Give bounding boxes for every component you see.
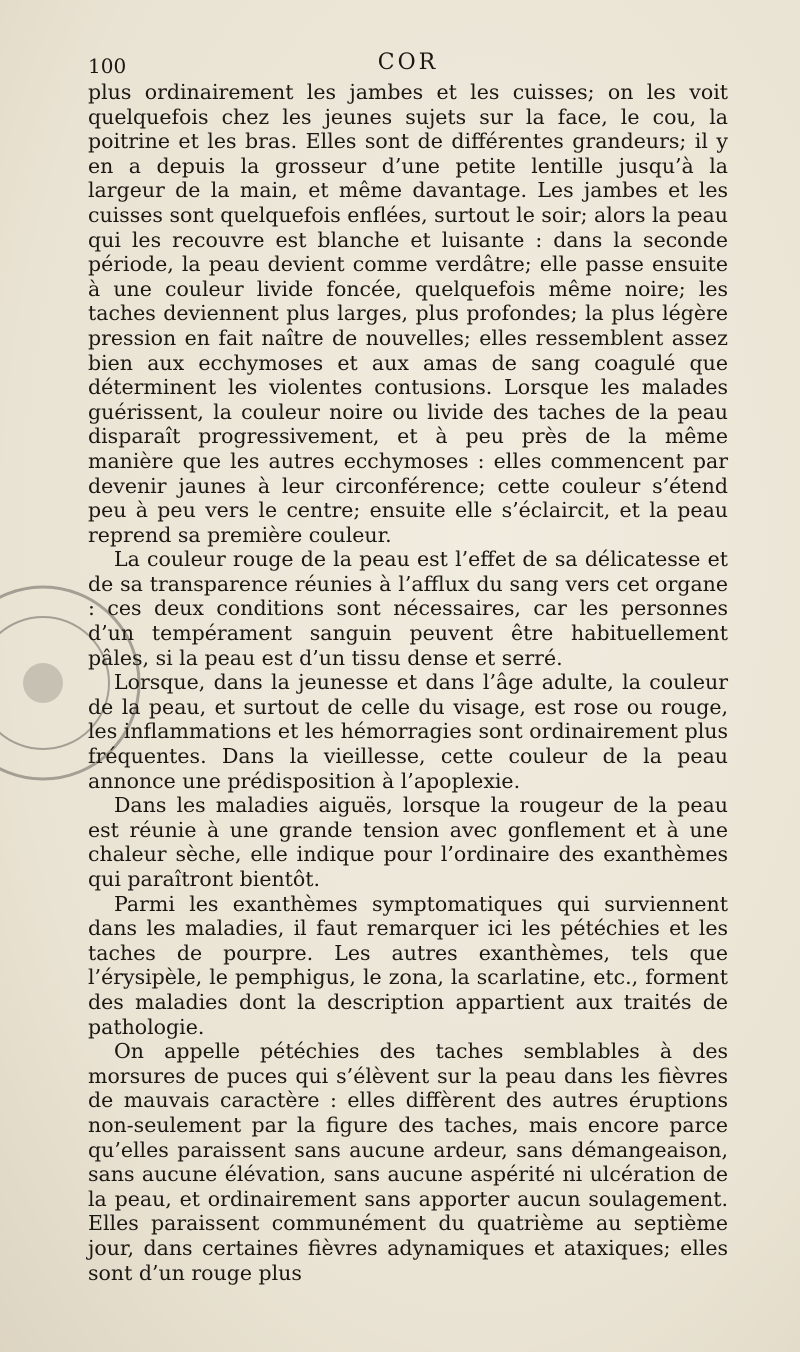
running-head: COR xyxy=(377,50,439,75)
paragraph-1: plus ordinairement les jambes et les cuisses; on les voit quelquefois chez les jeunes sujets sur la face, le cou, la poitrine et les bras. Elles sont de différentes grandeurs; il y en a depuis la grosseur d’une petite lentille jusqu’à la largeur de la main, et même davantage. Les jambes et les cuisses sont quelquefois enflées, surtout le soir; alors la peau qui les recouvre est blanche et luisante : dans la seconde période, la peau devient comme verdâtre; elle passe ensuite à une couleur livide foncée, quelquefois même noire; les taches deviennent plus larges, plus profondes; la plus légère pression en fait naître de nouvelles; elles ressemblent assez bien aux ecchymoses et aux amas de sang coagulé que déterminent les violentes contusions. Lorsque les malades guérissent, la couleur noire ou livide des taches de la peau disparaît progressivement, et à peu près de la même manière que les autres ecchymoses : elles commencent par devenir jaunes à leur circonférence; cette couleur s’étend peu à peu vers le centre; ensuite elle s’éclaircit, et la peau reprend sa première couleur. xyxy=(88,80,728,547)
paragraph-6: On appelle pétéchies des taches semblables à des morsures de puces qui s’élèvent sur la peau dans les fièvres de mauvais caractère : elles diffèrent des autres éruptions non-seulement par la figure des taches, mais encore parce qu’elles paraissent sans aucune ardeur, sans démangeaison, sans aucune élévation, sans aucune aspérité ni ulcération de la peau, et ordinairement sans apporter aucun soulagement. Elles paraissent communément du quatrième au septième jour, dans certaines fièvres adynamiques et ataxiques; elles sont d’un rouge plus xyxy=(88,1039,728,1285)
paragraph-2: La couleur rouge de la peau est l’effet de sa délicatesse et de sa transparence réunies à l’afflux du sang vers cet organe : ces deux conditions sont nécessaires, car les personnes d’un tempérament sanguin peuvent être habituellement pâles, si la peau est d’un tissu dense et serré. xyxy=(88,547,728,670)
page-header xyxy=(88,50,728,80)
page-number: 100 xyxy=(88,54,127,78)
paragraph-5: Parmi les exanthèmes symptomatiques qui surviennent dans les maladies, il faut remarquer ici les pétéchies et les taches de pourpre. Les autres exanthèmes, tels que l’érysipèle, le pemphigus, le zona, la scarlatine, etc., forment des maladies dont la description appartient aux traités de pathologie. xyxy=(88,891,728,1039)
paragraph-3: Lorsque, dans la jeunesse et dans l’âge adulte, la couleur de la peau, et surtout de celle du visage, est rose ou rouge, les inflammations et les hémorragies sont ordinairement plus fréquentes. Dans la vieillesse, cette couleur de la peau annonce une prédisposition à l’apoplexie. xyxy=(88,670,728,793)
body-text xyxy=(88,80,728,1285)
paragraph-4: Dans les maladies aiguës, lorsque la rougeur de la peau est réunie à une grande tension avec gonflement et à une chaleur sèche, elle indique pour l’ordinaire des exanthèmes qui paraîtront bientôt. xyxy=(88,793,728,891)
